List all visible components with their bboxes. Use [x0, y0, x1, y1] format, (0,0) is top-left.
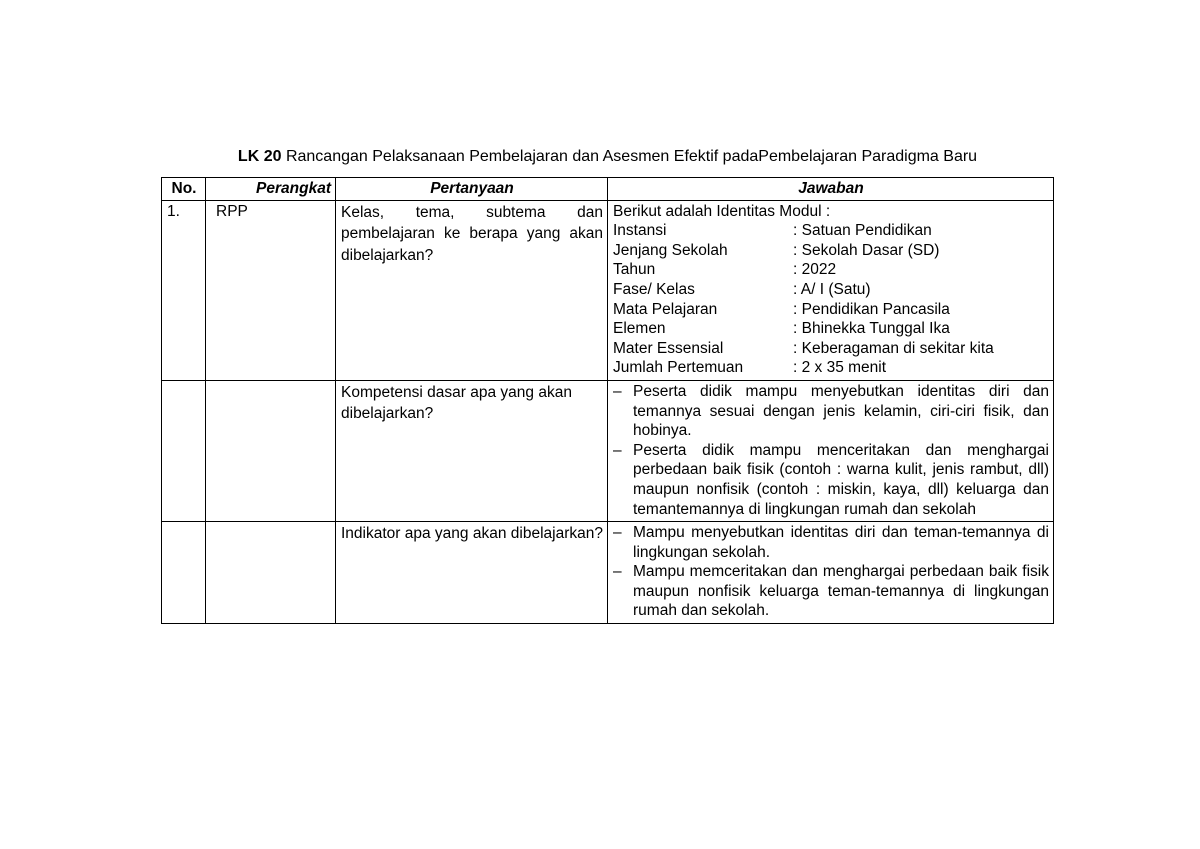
row-jawaban	[608, 200, 1054, 380]
identitas-value: : 2 x 35 menit	[793, 359, 887, 377]
row-perangkat	[206, 522, 336, 624]
identitas-value: : Sekolah Dasar (SD)	[793, 241, 940, 259]
list-item: – Mampu memceritakan dan menghargai perbedaan baik fisik maupun nonfisik keluarga teman-temannya di lingkungan rumah dan sekolah.	[613, 562, 1049, 621]
header-perangkat: Perangkat	[206, 178, 336, 201]
row-perangkat	[206, 380, 336, 521]
list-item: – Peserta didik mampu menceritakan dan menghargai perbedaan baik fisik (contoh : warna kulit, jenis rambut, dll) maupun nonfisik (contoh : miskin, kaya, dll) keluarga dan temantemannya di lingkungan rumah dan sekolah	[613, 441, 1049, 519]
identitas-value: : Keberagaman di sekitar kita	[793, 339, 994, 357]
identitas-label: Elemen	[613, 320, 666, 338]
row-no: 1.	[162, 200, 206, 380]
list-item: – Peserta didik mampu menyebutkan identitas diri dan temannya sesuai dengan jenis kelamin, ciri-ciri fisik, dan hobinya.	[613, 382, 1049, 441]
row-pertanyaan: Kelas, tema, subtema dan pembelajaran ke berapa yang akan dibelajarkan?	[336, 200, 608, 380]
identitas-label: Instansi	[613, 222, 667, 240]
title-prefix: LK 20	[237, 148, 282, 165]
lk-table	[161, 177, 1054, 624]
identitas-label: Tahun	[613, 261, 656, 279]
list-item: – Mampu menyebutkan identitas diri dan teman-temannya di lingkungan sekolah.	[613, 523, 1049, 562]
row-pertanyaan: Indikator apa yang akan dibelajarkan?	[336, 522, 608, 624]
row-perangkat: RPP	[206, 200, 336, 380]
header-pertanyaan: Pertanyaan	[336, 178, 608, 201]
identitas-intro: Berikut adalah Identitas Modul :	[613, 202, 831, 220]
identitas-value: : Satuan Pendidikan	[793, 222, 932, 240]
table-row	[162, 200, 1054, 380]
jawaban-list	[613, 382, 1049, 519]
header-no: No.	[162, 178, 206, 201]
table-header-row	[162, 178, 1054, 201]
document-title	[162, 147, 1053, 167]
identitas-value: : 2022	[793, 261, 837, 279]
title-text: Rancangan Pelaksanaan Pembelajaran dan Asesmen Efektif padaPembelajaran Paradigma Baru	[285, 148, 978, 165]
identitas-modul	[613, 202, 1049, 378]
table-row	[162, 522, 1054, 624]
row-no	[162, 380, 206, 521]
header-jawaban: Jawaban	[608, 178, 1054, 201]
row-jawaban	[608, 522, 1054, 624]
identitas-label: Jenjang Sekolah	[613, 241, 728, 259]
row-pertanyaan: Kompetensi dasar apa yang akan dibelajarkan?	[336, 380, 608, 521]
identitas-value: : A/ I (Satu)	[793, 280, 871, 298]
identitas-label: Mata Pelajaran	[613, 300, 718, 318]
identitas-value: : Pendidikan Pancasila	[793, 300, 950, 318]
row-jawaban	[608, 380, 1054, 521]
identitas-value: : Bhinekka Tunggal Ika	[793, 320, 950, 338]
identitas-label: Fase/ Kelas	[613, 280, 695, 298]
identitas-label: Mater Essensial	[613, 339, 724, 357]
identitas-label: Jumlah Pertemuan	[613, 359, 744, 377]
jawaban-list	[613, 523, 1049, 621]
row-no	[162, 522, 206, 624]
table-row	[162, 380, 1054, 521]
